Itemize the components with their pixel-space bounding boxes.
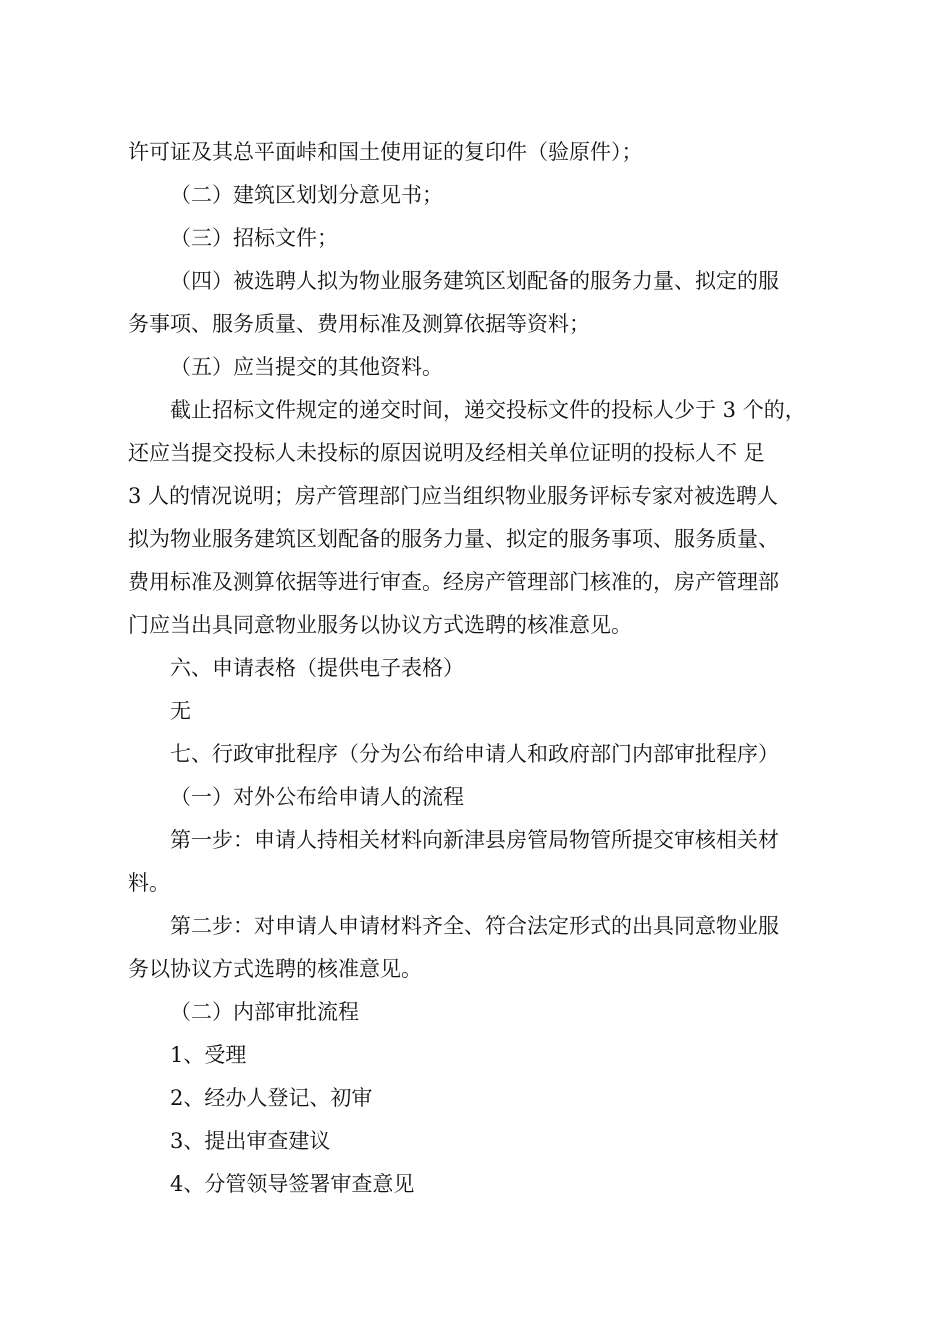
text-line-3: （三）招标文件；: [170, 226, 338, 250]
text-line-2: （二）建筑区划划分意见书；: [170, 183, 443, 207]
text-line-23: 2、经办人登记、初审: [170, 1086, 373, 1110]
text-line-17: 第一步：申请人持相关材料向新津县房管局物管所提交审核相关材: [170, 828, 779, 852]
text-line-19: 第二步：对申请人申请材料齐全、符合法定形式的出具同意物业服: [170, 914, 779, 938]
text-line-14: 无: [170, 699, 191, 723]
text-line-1: 许可证及其总平面峠和国土使用证的复印件（验原件）；: [128, 140, 643, 164]
text-line-24: 3、提出审查建议: [170, 1129, 331, 1153]
text-line-12: 门应当出具同意物业服务以协议方式选聘的核准意见。: [128, 613, 632, 637]
text-line-5: 务事项、服务质量、费用标准及测算依据等资料；: [128, 312, 590, 336]
text-line-15: 七、行政审批程序（分为公布给申请人和政府部门内部审批程序）: [170, 742, 779, 766]
text-line-10: 拟为物业服务建筑区划配备的服务力量、拟定的服务事项、服务质量、: [128, 527, 779, 551]
text-line-16: （一）对外公布给申请人的流程: [170, 785, 464, 809]
text-line-11: 费用标准及测算依据等进行审查。经房产管理部门核准的，房产管理部: [128, 570, 779, 594]
text-line-9: 3 人的情况说明；房产管理部门应当组织物业服务评标专家对被选聘人: [128, 484, 779, 508]
text-line-21: （二）内部审批流程: [170, 1000, 359, 1024]
text-line-22: 1、受理: [170, 1043, 247, 1067]
text-line-7: 截止招标文件规定的递交时间，递交投标文件的投标人少于 3 个的，: [170, 398, 806, 422]
text-line-6: （五）应当提交的其他资料。: [170, 355, 443, 379]
text-line-20: 务以协议方式选聘的核准意见。: [128, 957, 422, 981]
text-line-8: 还应当提交投标人未投标的原因说明及经相关单位证明的投标人不 足: [128, 441, 765, 465]
text-line-4: （四）被选聘人拟为物业服务建筑区划配备的服务力量、拟定的服: [170, 269, 779, 293]
text-line-13: 六、申请表格（提供电子表格）: [170, 656, 464, 680]
text-line-18: 料。: [128, 871, 170, 895]
text-line-25: 4、分管领导签署审查意见: [170, 1172, 415, 1196]
